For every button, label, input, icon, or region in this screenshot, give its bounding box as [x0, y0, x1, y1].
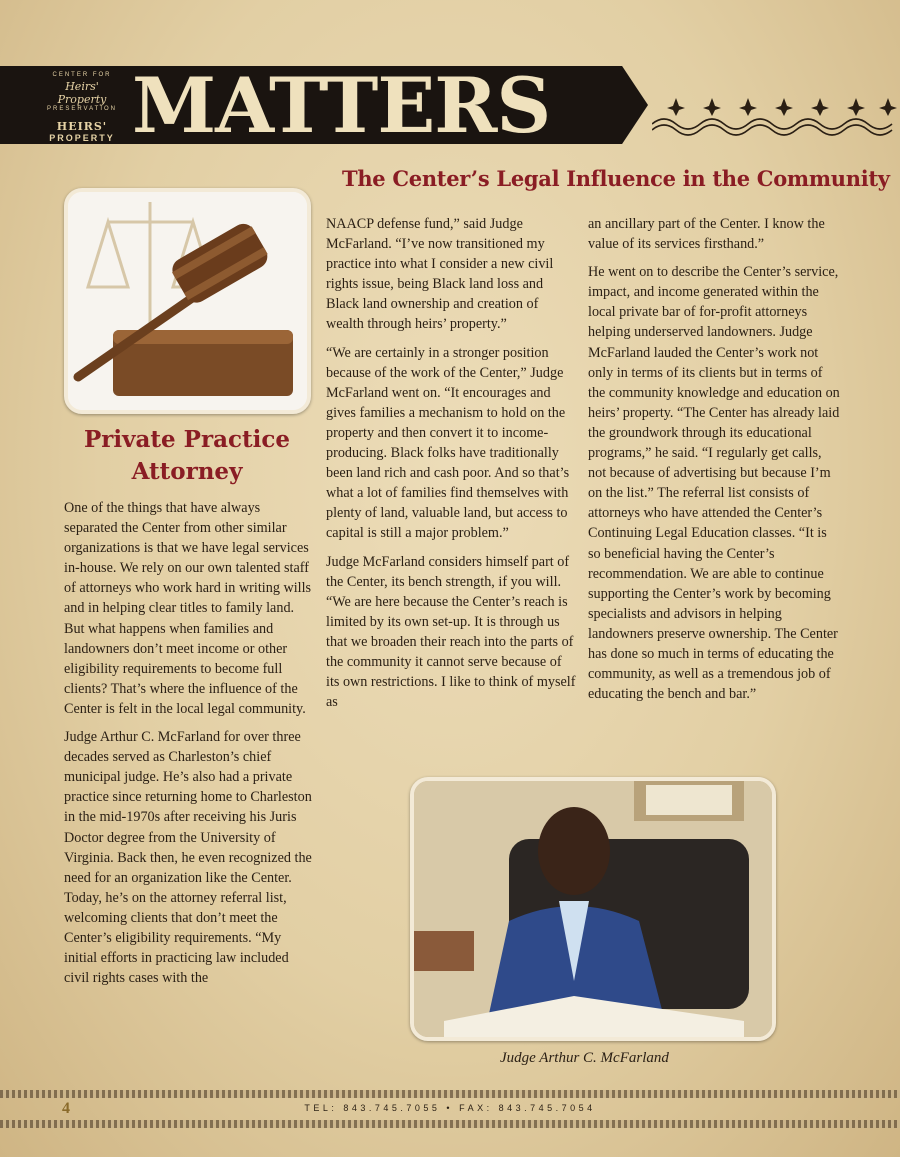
heirs-property-logo [42, 72, 122, 143]
logo-property-text: PROPERTY [49, 133, 115, 143]
paragraph: One of the things that have always separated the Center from other similar organizations is that we have legal services in-house. We rely on our own talented staff of attorneys who work hard in writing wills and in helping clear titles to family land. But what happens when families and landowners don’t meet income or other eligibility requirements to become full clients? That’s where the influence of the Center is felt in the local legal community. [64, 500, 312, 717]
footer-border-bottom [0, 1120, 900, 1128]
logo-small-text: PRESERVATION [46, 106, 117, 112]
page-number: 4 [62, 1100, 70, 1117]
paragraph: He went on to describe the Center’s service, impact, and income generated within the local private bar of for-profit attorneys helping underserved landowners. Judge McFarland lauded the Center’s work not only in terms of its clients but in terms of the community knowledge and education on heirs’ property. “The Center has already laid the groundwork through its educational programs,” he said. “I regularly get calls, not because of advertising but because I’m on the list.” The referral list consists of attorneys who have attended the Center’s Continuing Legal Education classes. “It is so beneficial having the Center’s recommendation. We are able to continue supporting the Center’s work by becoming specialists and advisors in helping landowners preserve ownership. The Center has done so much in terms of educating the community, as well as a tremendous job of educating the bench and bar.” [588, 264, 840, 703]
footer-contact: TEL: 843.745.7055 • FAX: 843.745.7054 [304, 1103, 596, 1113]
gavel-photo [64, 188, 311, 414]
section-subhead: Private Practice Attorney [83, 426, 290, 485]
article-column-1 [64, 498, 316, 996]
article-headline: The Center’s Legal Influence in the Community [342, 166, 890, 191]
masthead-title: MATTERS [132, 61, 551, 150]
gavel-icon [68, 192, 307, 410]
judge-photo [410, 777, 776, 1041]
paragraph: NAACP defense fund,” said Judge McFarland. “I’ve now transitioned my practice into what I consider a new civil rights issue, being Black land loss and Black land ownership and creation of wealth through heirs’ property.” [326, 216, 554, 333]
portrait-icon [414, 781, 772, 1037]
paragraph: Judge Arthur C. McFarland for over three decades served as Charleston’s chief municipal judge. He’s also had a private practice since returning home to Charleston in the mid-1970s after receiving his Juris Doctor degree from the University of Virginia. Back then, he even recognized the need for an organization like the Center. Today, he’s on the attorney referral list, welcoming clients that don’t meet the Center’s eligibility requirements. “My initial efforts in practicing law included civil rights cases with the [64, 729, 312, 987]
logo-script-text: Heirs' Property [57, 80, 107, 106]
fleur-ornament-icon [652, 96, 900, 136]
logo-top-text: CENTER FOR [52, 72, 112, 78]
paragraph: “We are certainly in a stronger position because of the work of the Center,” Judge McFarland went on. “It encourages and gives families a mechanism to hold on the property and then convert it to income-producing. Black folks have traditionally been land rich and cash poor. And so that’s what a lot of families find themselves with plenty of land, valuable land, but access to capital is still a major problem.” [326, 344, 570, 542]
logo-heirs-text: HEIRS' [56, 120, 108, 133]
paragraph: an ancillary part of the Center. I know the value of its services firsthand.” [588, 216, 825, 253]
article-column-2 [326, 214, 576, 720]
footer-border-top [0, 1090, 900, 1098]
paragraph: Judge McFarland considers himself part of the Center, its bench strength, if you will. “We are here because the Center’s reach is limited by its own set-up. It is through us that we broaden their reach into the parts of the community it cannot serve because of its own restrictions. I like to think of myself as [326, 553, 576, 711]
article-column-3 [588, 214, 840, 712]
photo-caption: Judge Arthur C. McFarland [500, 1050, 669, 1066]
